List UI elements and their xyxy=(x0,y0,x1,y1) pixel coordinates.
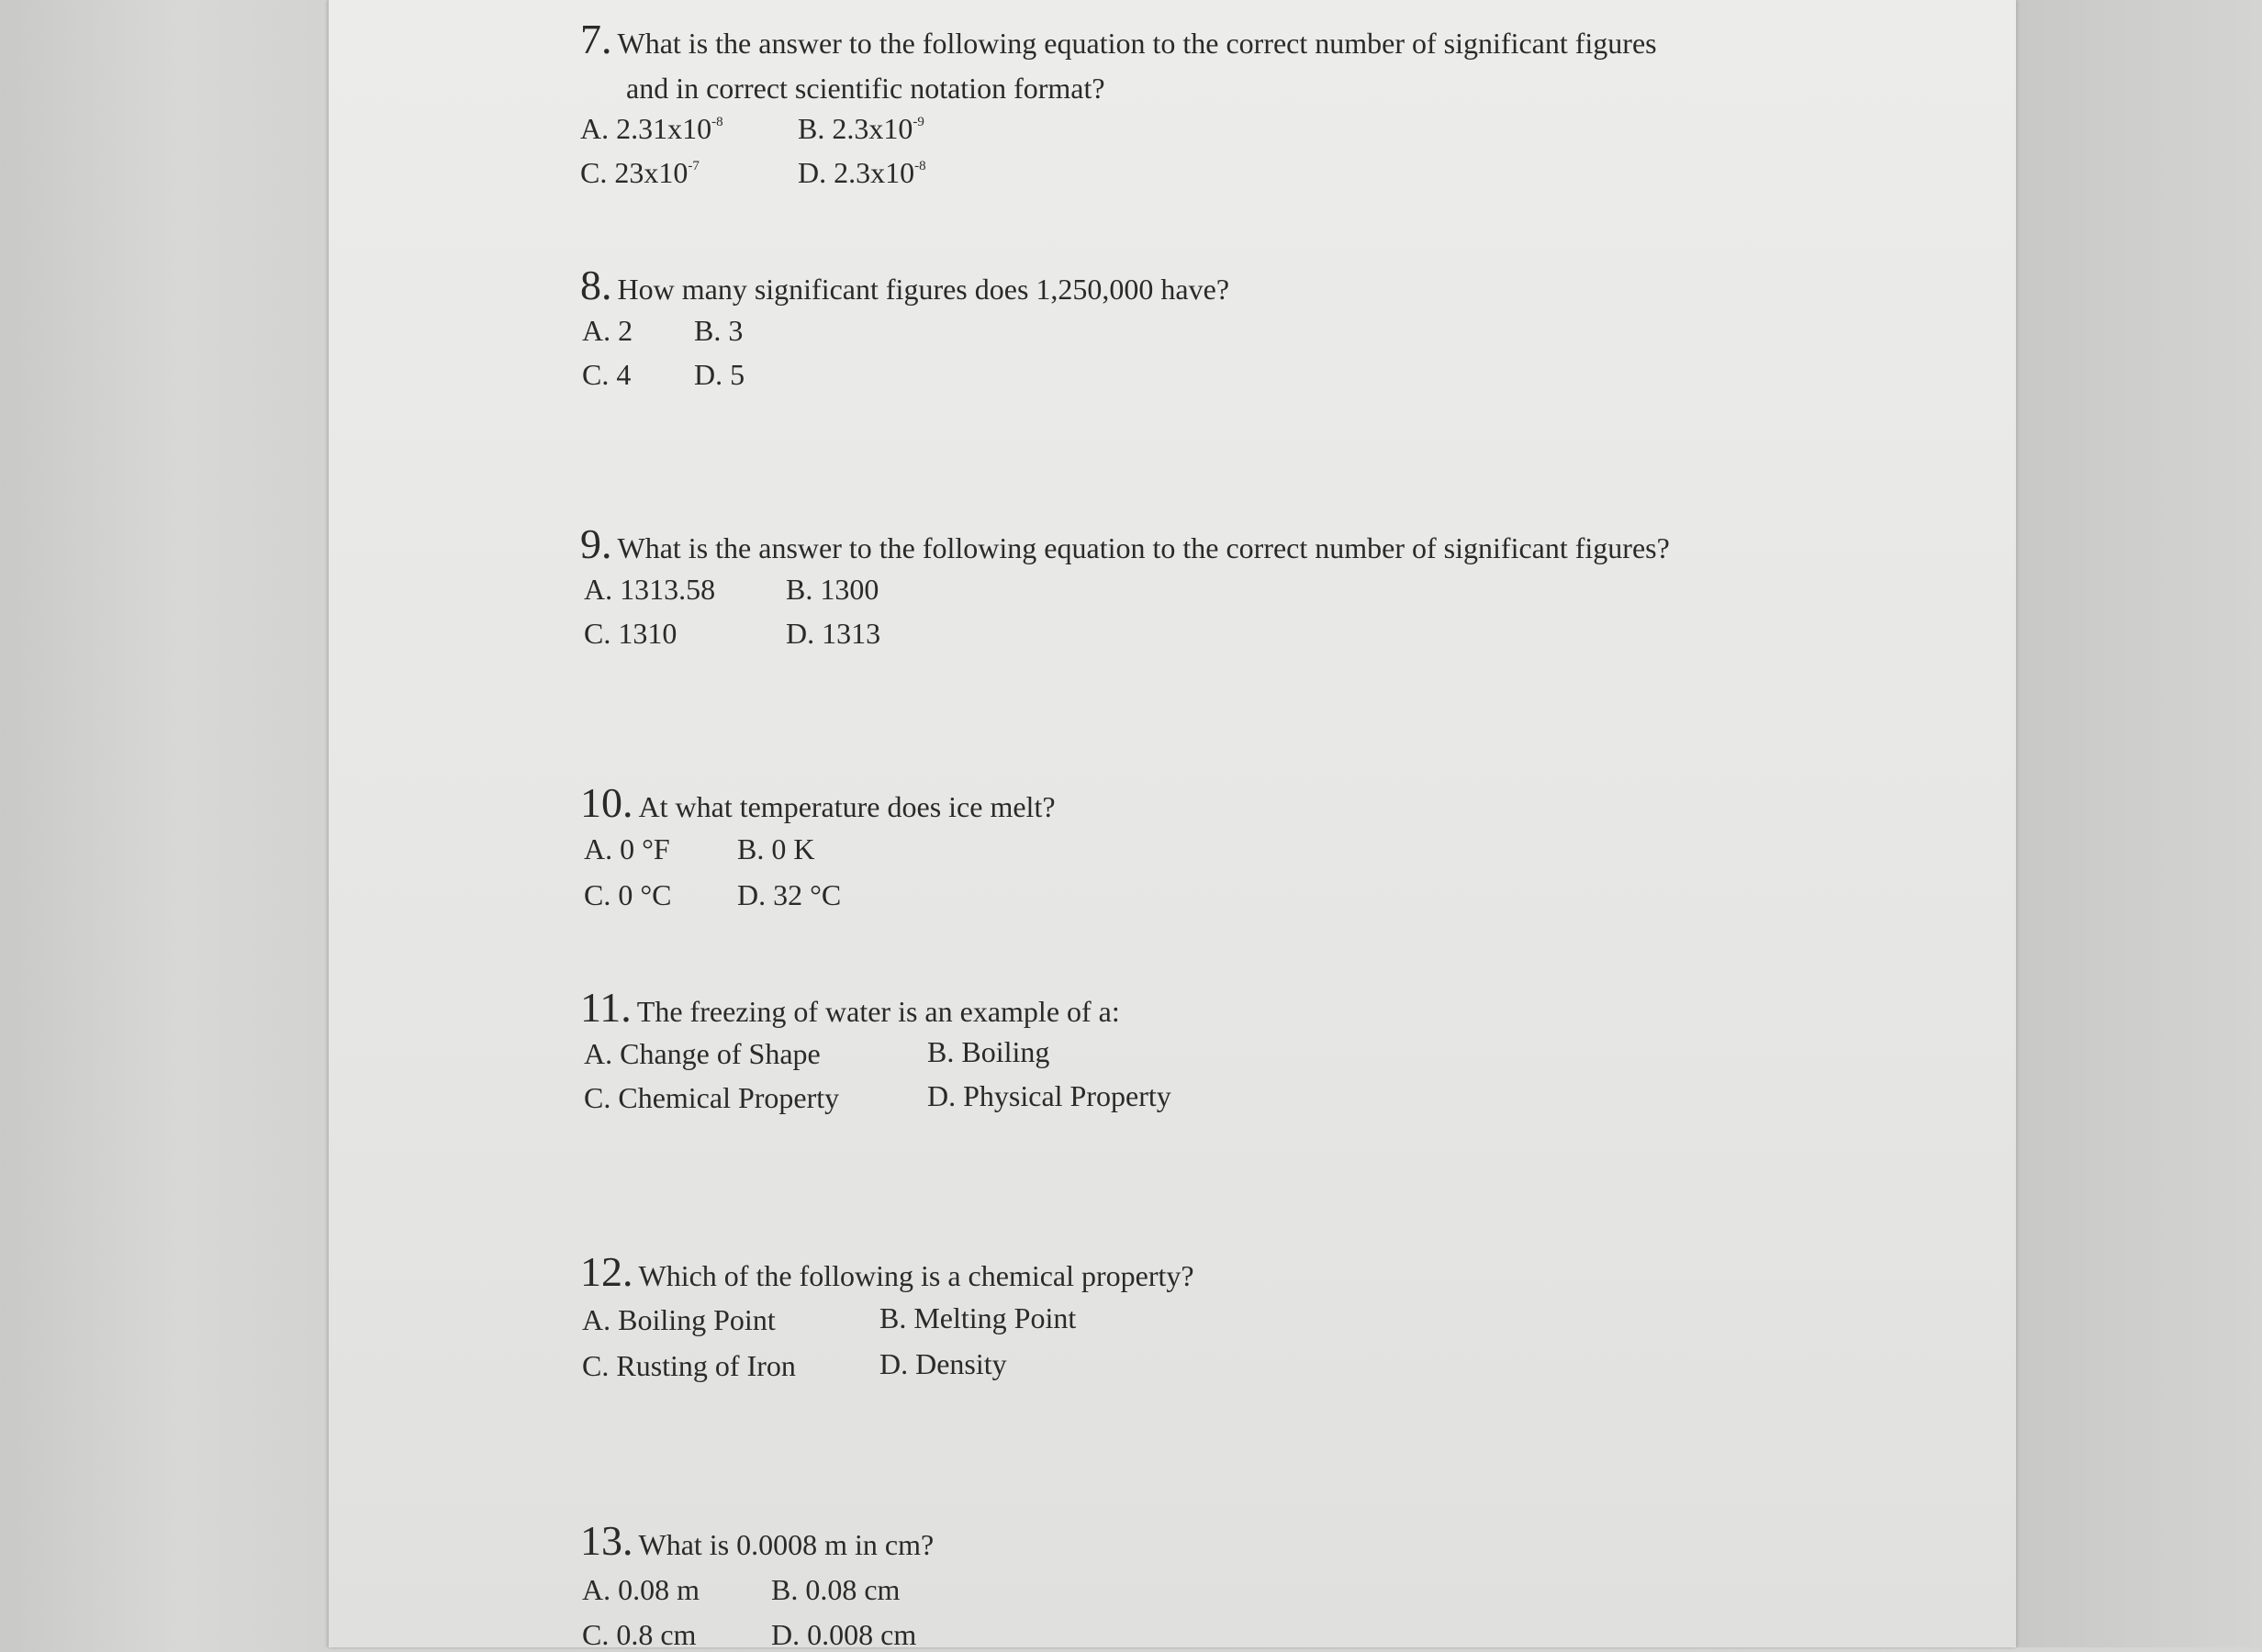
question-text: How many significant figures does 1,250,000 have? xyxy=(617,273,1230,306)
option-d[interactable]: D. 5 xyxy=(694,358,745,391)
option-c[interactable]: C. 1310 xyxy=(584,617,677,650)
option-label: C. 23x10 xyxy=(580,156,689,189)
option-b[interactable]: B. 1300 xyxy=(786,573,879,606)
option-c[interactable]: C. Chemical Property xyxy=(584,1081,840,1114)
question-10 xyxy=(580,779,1056,826)
question-8 xyxy=(580,264,1229,307)
question-text: The freezing of water is an example of a: xyxy=(636,995,1120,1028)
option-b[interactable]: B. 3 xyxy=(694,314,744,347)
option-b[interactable]: B. 0 K xyxy=(737,832,815,865)
option-a[interactable] xyxy=(580,112,723,146)
option-label: B. 2.3x10 xyxy=(798,112,913,145)
option-d[interactable]: D. Physical Property xyxy=(927,1079,1171,1112)
option-a[interactable]: A. Boiling Point xyxy=(582,1303,776,1336)
option-label: A. 2.31x10 xyxy=(580,112,712,145)
question-text: What is the answer to the following equation to the correct number of significant figures? xyxy=(617,531,1670,564)
question-9 xyxy=(580,520,1670,567)
option-b[interactable]: B. Melting Point xyxy=(879,1301,1077,1334)
background-right xyxy=(2016,0,2262,1647)
exponent: -7 xyxy=(688,159,700,173)
option-a[interactable]: A. 1313.58 xyxy=(584,573,716,606)
option-b[interactable]: B. 0.08 cm xyxy=(771,1573,901,1606)
option-d[interactable]: D. 1313 xyxy=(786,617,881,650)
exponent: -9 xyxy=(913,115,924,129)
exponent: -8 xyxy=(914,159,926,173)
question-number: 13. xyxy=(580,1517,633,1564)
question-11 xyxy=(580,984,1120,1031)
option-c[interactable]: C. Rusting of Iron xyxy=(582,1349,796,1382)
question-12 xyxy=(580,1248,1194,1295)
question-number: 7. xyxy=(580,16,612,62)
question-number: 8. xyxy=(580,262,612,308)
option-d[interactable] xyxy=(798,156,926,190)
question-number: 9. xyxy=(580,520,612,567)
option-label: D. 2.3x10 xyxy=(798,156,915,189)
option-c[interactable]: C. 0.8 cm xyxy=(582,1618,697,1651)
question-text-continued: and in correct scientific notation format? xyxy=(626,72,1105,105)
question-13 xyxy=(580,1517,935,1564)
option-a[interactable]: A. 2 xyxy=(582,314,633,347)
option-a[interactable]: A. 0 °F xyxy=(584,832,670,865)
option-c[interactable]: C. 4 xyxy=(582,358,632,391)
question-number: 12. xyxy=(580,1248,633,1295)
option-b[interactable]: B. Boiling xyxy=(927,1035,1050,1068)
question-text: At what temperature does ice melt? xyxy=(638,790,1056,823)
exponent: -8 xyxy=(711,115,723,129)
option-a[interactable]: A. 0.08 m xyxy=(582,1573,700,1606)
option-a[interactable]: A. Change of Shape xyxy=(584,1037,821,1070)
option-c[interactable] xyxy=(580,156,700,190)
option-d[interactable]: D. 0.008 cm xyxy=(771,1618,917,1651)
option-d[interactable]: D. 32 °C xyxy=(737,878,842,911)
option-c[interactable]: C. 0 °C xyxy=(584,878,672,911)
option-d[interactable]: D. Density xyxy=(879,1347,1007,1380)
question-number: 11. xyxy=(580,984,632,1031)
question-text: Which of the following is a chemical property? xyxy=(638,1259,1194,1292)
question-7 xyxy=(580,18,1657,106)
question-text: What is the answer to the following equation to the correct number of significant figures xyxy=(617,27,1657,60)
question-text: What is 0.0008 m in cm? xyxy=(638,1528,935,1561)
question-number: 10. xyxy=(580,779,633,826)
option-b[interactable] xyxy=(798,112,924,146)
